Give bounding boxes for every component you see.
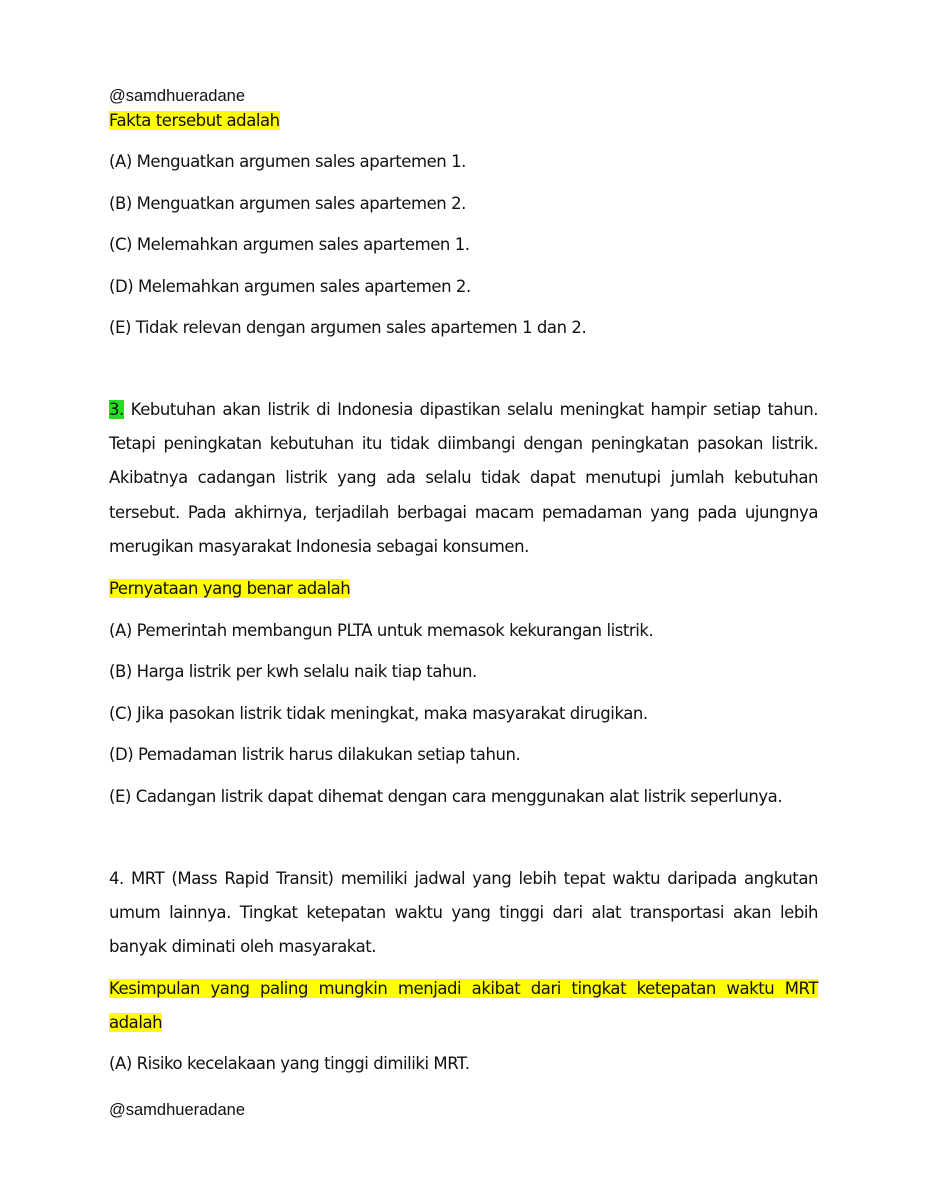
q2-option-d: (D) Melemahkan argumen sales apartemen 2. [109,277,471,296]
q3-option-b: (B) Harga listrik per kwh selalu naik tiap tahun. [109,662,477,681]
q2-prompt [109,110,280,132]
q3-paragraph [109,393,818,564]
q2-prompt-text: Fakta tersebut adalah [109,111,280,130]
q4-option-a: (A) Risiko kecelakaan yang tinggi dimiliki MRT. [109,1054,470,1073]
q2-option-e: (E) Tidak relevan dengan argumen sales apartemen 1 dan 2. [109,318,587,337]
author-handle-top: @samdhueradane [109,87,246,105]
q4-paragraph: 4. MRT (Mass Rapid Transit) memiliki jadwal yang lebih tepat waktu daripada angkutan umum lainnya. Tingkat ketepatan waktu yang tinggi dari alat transportasi akan lebih banyak diminati oleh masyarakat. [109,869,818,957]
q3-text: Kebutuhan akan listrik di Indonesia dipastikan selalu meningkat hampir setiap tahun. Tetapi peningkatan kebutuhan itu tidak diimbangi dengan peningkatan pasokan listrik. Akibatnya cadangan listrik yang ada selalu tidak dapat menutupi jumlah kebutuhan tersebut. Pada akhirnya, terjadilah berbagai macam pemadaman yang pada ujungnya merugikan masyarakat Indonesia sebagai konsumen. [109,400,818,556]
q3-option-d: (D) Pemadaman listrik harus dilakukan setiap tahun. [109,745,521,764]
q2-option-c: (C) Melemahkan argumen sales apartemen 1. [109,235,470,254]
q3-prompt [109,578,350,600]
q3-number: 3. [109,400,124,419]
q3-option-e: (E) Cadangan listrik dapat dihemat dengan cara menggunakan alat listrik seperlunya. [109,787,783,806]
author-handle-bottom: @samdhueradane [109,1101,246,1119]
q3-option-c: (C) Jika pasokan listrik tidak meningkat, maka masyarakat dirugikan. [109,704,648,723]
q2-option-a: (A) Menguatkan argumen sales apartemen 1. [109,152,466,171]
q4-prompt-text: Kesimpulan yang paling mungkin menjadi akibat dari tingkat ketepatan waktu MRT adalah [109,979,818,1033]
q3-option-a: (A) Pemerintah membangun PLTA untuk memasok kekurangan listrik. [109,621,654,640]
q3-prompt-text: Pernyataan yang benar adalah [109,579,351,598]
q4-prompt [109,972,818,1040]
q2-option-b: (B) Menguatkan argumen sales apartemen 2. [109,194,466,213]
